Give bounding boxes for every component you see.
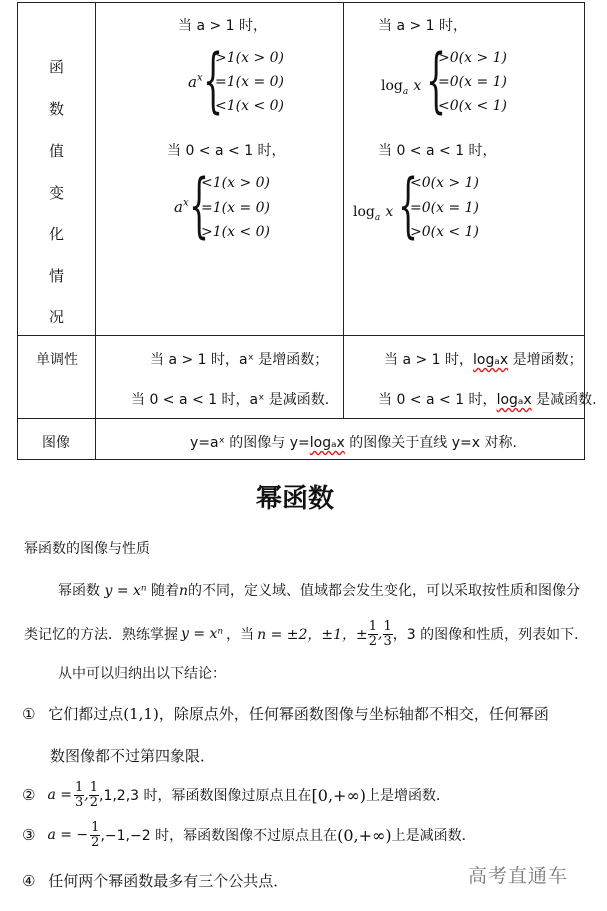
label-char: 化 [49,225,65,243]
conclusion-2: ② a = $\frac{1}{3}$ , $\frac{1}{2}$ ,1,2,3 时，幂函数图像过原点且在 [0,+∞) 上是增函数． [22,779,451,810]
label-char: 值 [49,142,65,160]
mono-log-dec: 当 0 < a < 1 时，logₐx 是减函数. [378,392,597,408]
mono-exp-inc: 当 a > 1 时，aˣ 是增函数； [150,352,329,368]
brace: { [203,39,224,121]
conclusion-1-cont: 数图像都不过第四象限． [50,747,216,765]
log-sub: a [402,87,409,98]
exp-cond-2: 当 0 < a < 1 时， [167,143,286,159]
exp-base: a [188,73,197,91]
mono-log-inc: 当 a > 1 时，logₐx 是增函数； [384,352,583,368]
log-case: =0(x = 1) [438,74,507,90]
brace: { [189,164,210,246]
log-prefix: log [381,78,403,94]
exp-case: =1(x = 0) [201,200,270,216]
exp-case: >1(x > 0) [215,50,284,66]
exp-sup: x [196,72,203,84]
conclusion-3: ③ a = − $\frac{1}{2}$ ,−1,−2 时，幂函数图像不过原点且在 (0,+∞) 上是减函数． [22,819,476,850]
section-subtitle: 幂函数的图像与性质 [24,541,150,557]
conclusion-1: ① 它们都过点(1,1)，除原点外，任何幂函数图像与坐标轴都不相交，任何幂函 [22,705,549,723]
exp-case: >1(x < 0) [201,224,270,240]
log-sub: a [374,213,381,224]
section-title: 幂函数 [256,484,335,514]
fraction: $\frac{1}{2}$ [368,618,378,649]
log-cond-1: 当 a > 1 时， [378,18,468,34]
exp-cond-1: 当 a > 1 时， [178,18,268,34]
log-prefix: log [353,204,375,220]
paragraph-3: 从中可以归纳出以下结论： [58,666,226,682]
label-char: 数 [49,100,65,118]
label-char: 情 [49,267,65,285]
fraction: $\frac{1}{3}$ [74,779,84,810]
conclusion-4: ④ 任何两个幂函数最多有三个公共点． [22,872,289,890]
log-case: >0(x > 1) [438,50,507,66]
brace: { [426,39,447,121]
fraction: $\frac{1}{3}$ [383,618,392,649]
watermark: 高考直通车 [468,865,569,887]
mono-exp-dec: 当 0 < a < 1 时，aˣ 是减函数. [131,392,330,408]
row-label-monotonicity: 单调性 [36,352,78,368]
paragraph-1: 幂函数 y = xⁿ 随着n的不同，定义域、值域都会发生变化，可以采取按性质和图像分 [58,583,581,599]
label-char: 况 [49,308,65,326]
log-case: <0(x > 1) [410,175,479,191]
log-case: <0(x < 1) [438,98,507,114]
log-var: x [385,204,394,220]
graph-symmetry-text: y=aˣ 的图像与 y=logₐx 的图像关于直线 y=x 对称. [190,435,517,451]
log-case: =0(x = 1) [410,200,479,216]
exp-case: =1(x = 0) [215,74,284,90]
label-char: 函 [49,58,65,76]
exp-sup: x [182,197,189,209]
label-char: 变 [49,184,65,202]
log-case: >0(x < 1) [410,224,479,240]
exp-case: <1(x < 0) [215,98,284,114]
exp-case: <1(x > 0) [201,175,270,191]
paragraph-2: 类记忆的方法．熟练掌握 y = xⁿ ，当 n = ±2，±1，± $\frac{1}{2}$ , $\frac{1}{3}$ ，3 的图像和性质，列表如下． [24,618,589,649]
log-cond-2: 当 0 < a < 1 时， [378,143,497,159]
exp-base: a [174,198,183,216]
log-var: x [413,78,422,94]
brace: { [398,164,419,246]
fraction: $\frac{1}{2}$ [89,779,98,810]
row-label-graph: 图像 [42,435,70,451]
fraction: $\frac{1}{2}$ [91,819,100,850]
